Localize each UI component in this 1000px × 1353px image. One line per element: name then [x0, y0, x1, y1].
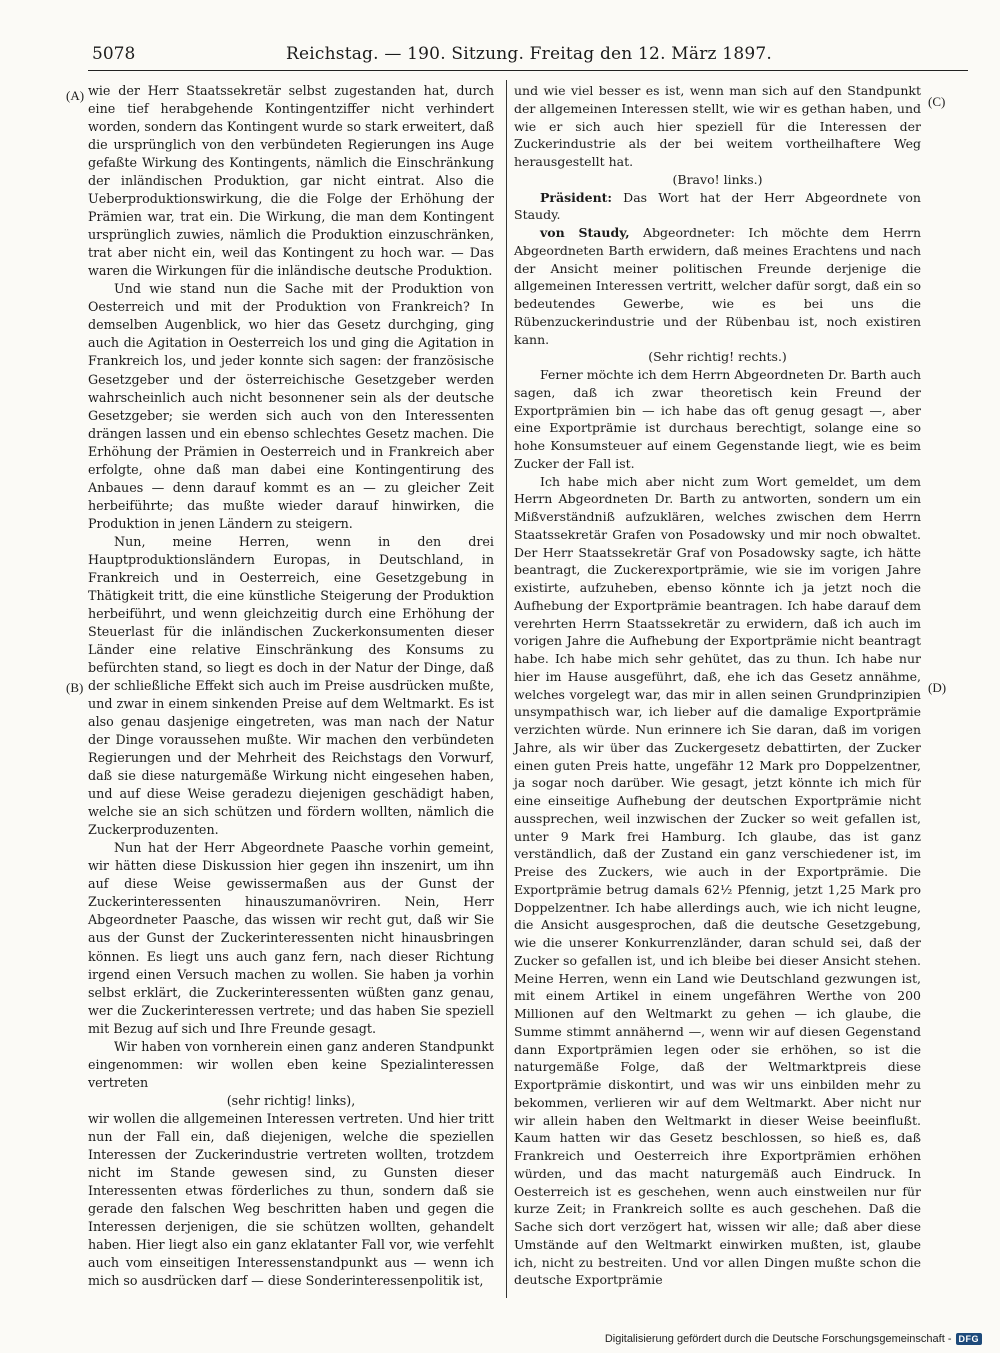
paragraph: wie der Herr Staatssekretär selbst zugestanden hat, durch eine tief herabgehende Kontingentziffer nicht verhindert worden, sondern das Kontingent wurde so stark erweitert, daß die ursprünglich von den verbündeten Regierungen ins Auge gefaßte Wirkung des Kontingents, nämlich die Einschränkung der inländischen Produktion, gar nicht eintrat. Also die Ueberproduktionswirkung, die die Folge der Erhöhung der Prämien war, trat ein. Die Wirkung, die man dem Kontingent ursprünglich zuwies, nämlich die Produktion einzuschränken, trat aber nicht ein, weil das Kontingent zu hoch war. — Das waren die Wirkungen für die inländische deutsche Produktion.	[88, 83, 494, 279]
interjection: (Bravo! links.)	[672, 171, 763, 187]
left-column	[88, 82, 494, 1290]
paragraph: Ferner möchte ich dem Herrn Abgeordneten Dr. Barth auch sagen, daß ich zwar theoretisch kein Freund der Exportprämien bin — ich habe das oft genug gesagt —, aber eine Exportprämie ist durchaus berechtigt, solange eine so hohe Konsumsteuer auf einem Gegenstande liegt, wie es beim Zucker der Fall ist.	[514, 367, 921, 471]
paragraph: Ich habe mich aber nicht zum Wort gemeldet, um dem Herrn Abgeordneten Dr. Barth zu antworten, sondern um ein Mißverständniß aufzuklären, welches zwischen dem Herrn Staatssekretär Grafen von Posadowsky und mir noch obwaltet. Der Herr Staatssekretär Graf von Posadowsky sagte, ich hätte beantragt, die Zuckerexportprämie, wie sie im vorigen Jahre existirte, aufzuheben, ebenso könnte ich ja jetzt noch die Aufhebung der Exportprämie beantragen. Ich habe darauf dem verehrten Herrn Staatssekretär zu erwidern, daß ich auch im vorigen Jahre die Aufhebung der Exportprämie nicht beantragt habe. Ich habe mich sehr gehütet, das zu thun. Ich habe nur hier im Hause ausgeführt, daß, ehe ich das Gesetz annähme, welches vorgelegt war, das mir in allen seinen Grundprinzipien unsympathisch war, ich lieber auf die damalige Exportprämie verzichten würde. Nun erinnere ich Sie daran, daß im vorigen Jahre, als wir über das Zuckergesetz debattirten, der Zucker einen guten Preis hatte, ungefähr 12 Mark pro Doppelzentner, ja sogar noch darüber. Wie gesagt, jetzt könnte ich mich für eine einseitige Aufhebung der deutschen Exportprämie nicht aussprechen, weil inzwischen der Zucker so weit gefallen ist, unter 9 Mark frei Hamburg. Ich glaube, das ist ganz verständlich, daß der Zustand ein ganz verschiedener ist, im Preise des Zuckers, wie auch in der Exportprämie. Die Exportprämie betrug damals 62½ Pfennig, jetzt 1,25 Mark pro Doppelzentner. Ich habe allerdings auch, wie ich nicht leugne, die Ansicht ausgesprochen, daß die deutsche Gesetzgebung, wie die unserer Konkurrenzländer, daran schuld sei, daß der Zucker so gefallen ist, und ich bleibe bei dieser Ansicht stehen. Meine Herren, wenn ein Land wie Deutschland gezwungen ist, mit einem Artikel in einem ungefähren Werthe von 200 Millionen auf den Weltmarkt zu gehen — ich glaube, die Summe stimmt annähernd —, wenn wir auf diesen Gegenstand dann Exportprämien legen oder sie erhöhen, so ist die naturgemäße Folge, daß der Weltmarktpreis diese Exportprämie diskontirt, und was wir uns einbilden mehr zu bekommen, verlieren wir auf dem Weltmarkt. Aber nicht nur wir allein haben den Weltmarkt in dieser Weise beeinflußt. Kaum hatten wir das Gesetz beschlossen, so hieß es, daß Frankreich und Oesterreich ihre Exportprämien erhöhen würden, und das macht naturgemäß auch Eindruck. In Oesterreich ist es geschehen, wenn auch einstweilen nur für kurze Zeit; in Frankreich sollte es auch geschehen. Daß die Sache sich dort verzögert hat, wissen wir alle; daß aber diese Umstände auf den Weltmarkt einwirken mußten, ist, glaube ich, nicht zu bestreiten. Und vor allen Dingen mußte schon die deutsche Exportprämie	[514, 473, 921, 1288]
margin-marker-c: (C)	[928, 94, 946, 109]
speaker-paragraph	[514, 189, 921, 225]
page-number: 5078	[92, 44, 136, 64]
speaker-paragraph	[514, 224, 921, 348]
paragraph: und wie viel besser es ist, wenn man sich auf den Standpunkt der allgemeinen Interessen stellt, wie wir es gethan haben, und wie er sich auch hier speziell für die Interessen der Zuckerindustrie als der bei weitem vortheilhaftere Weg herausgestellt hat.	[514, 83, 921, 169]
interjection: (sehr richtig! links),	[226, 1092, 356, 1108]
margin-marker-d: (D)	[928, 680, 947, 695]
speech-text: Das Wort hat der Herr Abgeordnete von Staudy.	[514, 189, 921, 223]
paragraph: Nun hat der Herr Abgeordnete Paasche vorhin gemeint, wir hätten diese Diskussion hier gegen ihn inszenirt, um ihn auf diese Weise gewissermaßen aus der Gunst der Zuckerinteressenten hinauszumanövriren. Nein, Herr Abgeordneter Paasche, das wissen wir recht gut, daß wir Sie aus der Gunst der Zuckerinteressenten nicht hinausbringen können. Es liegt uns auch ganz fern, nach dieser Richtung irgend einen Versuch machen zu wollen. Sie haben ja vorhin selbst erklärt, die Zuckerinteressenten wüßten ganz genau, wer die Zuckerinteressen vertrete; und das haben Sie speziell mit Bezug auf sich und Ihre Freunde gesagt.	[88, 840, 494, 1036]
paragraph: wir wollen die allgemeinen Interessen vertreten. Und hier tritt nun der Fall ein, daß diejenigen, welche die speziellen Interessen der Zuckerindustrie vertreten wollten, trotzdem nicht im Stande gewesen sind, zu Gunsten dieser Interessenten etwas förderliches zu thun, sondern daß sie gerade den falschen Weg beschritten haben und gegen die Interessen derjenigen, die sie schützen wollten, gehandelt haben. Hier liegt also ein ganz eklatanter Fall vor, wie verfehlt auch vom einseitigen Interessenstandpunkt aus — wenn ich mich so ausdrücken darf — diese Sonderinteressenpolitik ist,	[88, 1110, 494, 1289]
header-rule	[88, 70, 968, 71]
interjection: (Sehr richtig! rechts.)	[648, 349, 787, 365]
footer	[605, 1333, 982, 1345]
speaker-name: von Staudy,	[540, 225, 630, 240]
dfg-logo: DFG	[956, 1333, 983, 1345]
running-header-title: Reichstag. — 190. Sitzung. Freitag den 12. März 1897.	[286, 44, 772, 64]
paragraph: Nun, meine Herren, wenn in den drei Hauptproduktionsländern Europas, in Deutschland, in Frankreich und in Oesterreich, eine Gesetzgebung in Thätigkeit tritt, die eine künstliche Steigerung der Produktion herbeiführt, und wenn gleichzeitig durch eine Erhöhung der Steuerlast für die inländischen Zuckerkonsumenten dieser Länder eine relative Einschränkung des Konsums zu befürchten stand, so liegt es doch in der Natur der Dinge, daß der schließliche Effekt sich auch im Preise ausdrücken mußte, und zwar in einem sinkenden Preise auf dem Weltmarkt. Es ist also genau dasjenige eingetreten, was man nach der Natur der Dinge voraussehen mußte. Wir machen den verbündeten Regierungen und der Mehrheit des Reichstags den Vorwurf, daß sie diese naturgemäße Wirkung nicht eingesehen haben, und auf diese Weise geradezu diejenigen geschädigt haben, welche sie an sich schützen und fördern wollten, nämlich die Zuckerproduzenten.	[88, 533, 494, 838]
paragraph: Und wie stand nun die Sache mit der Produktion von Oesterreich und mit der Produktion von Frankreich? In demselben Augenblick, wo hier das Gesetz durchging, ging auch die Agitation in Oesterreich los und ging die Agitation in Frankreich los, und jeder konnte sich sagen: der französische Gesetzgeber und der österreichische Gesetzgeber werden wahrscheinlich auch nicht besonnener sein als der deutsche Gesetzgeber; sie werden sich auch von den Interessenten drängen lassen und ein ebenso schlechtes Gesetz machen. Die Erhöhung der Prämien in Oesterreich und in Frankreich aber erfolgte, ohne daß man dabei eine Kontingentirung des Anbaues — denn darauf kommt es an — zu gleicher Zeit herbeiführte; das mußte wieder darauf hinwirken, die Produktion in jenen Ländern zu steigern.	[88, 281, 494, 531]
footer-text: Digitalisierung gefördert durch die Deutsche Forschungsgemeinschaft -	[604, 1333, 952, 1345]
right-column	[514, 82, 921, 1289]
margin-marker-a: (A)	[66, 88, 85, 103]
margin-marker-b: (B)	[66, 680, 84, 695]
paragraph: Wir haben von vornherein einen ganz anderen Standpunkt eingenommen: wir wollen eben keine Spezialinteressen vertreten	[88, 1038, 494, 1090]
speaker-name: Präsident:	[540, 189, 613, 205]
speech-text: Abgeordneter: Ich möchte dem Herrn Abgeordneten Barth erwidern, daß meines Erachtens und nach der Ansicht meiner politischen Freunde derjenige die allgemeinen Interessen vertritt, welcher dafür sorgt, daß ein so bedeutendes Gewerbe, wie es bei uns die Rübenzuckerindustrie und der Rübenbau ist, noch existiren kann.	[514, 225, 921, 347]
column-divider	[506, 80, 507, 1298]
